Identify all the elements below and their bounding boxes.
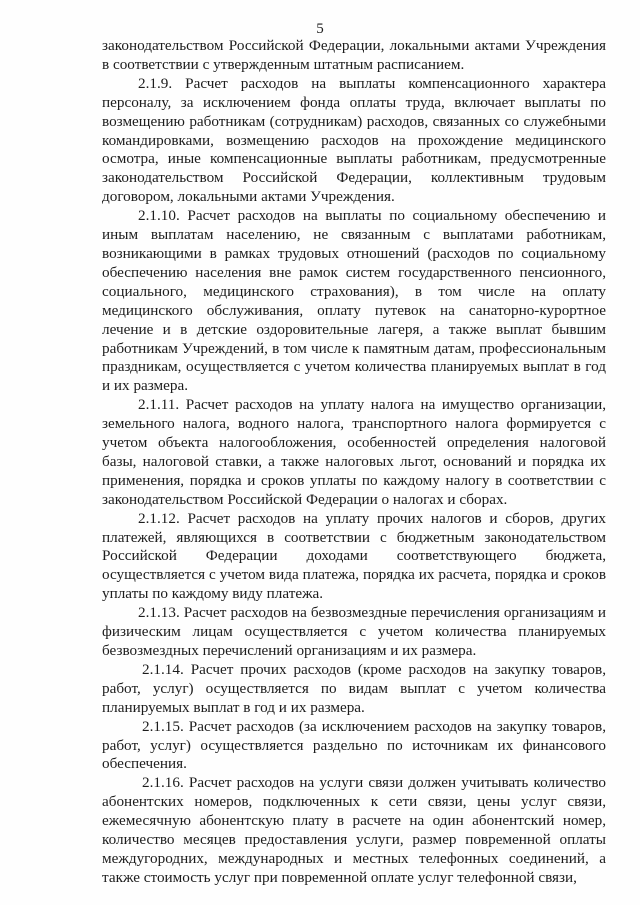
paragraph-2-1-10: 2.1.10. Расчет расходов на выплаты по социальному обеспечению и иным выплатам населению, не связанным с выплатами работникам, возникающими в рамках трудовых отношений (расходов по социальному обеспечению населения вне рамок систем государственного пенсионного, социального, медицинского страхования), в том числе на оплату медицинского обслуживания, оплату путевок на санаторно-курортное лечение и в детские оздоровительные лагеря, а также выплат бывшим работникам Учреждений, в том числе к памятным датам, профессиональным праздникам, осуществляется с учетом количества планируемых выплат в год и их размера. <box>102 207 606 395</box>
paragraph-2-1-13: 2.1.13. Расчет расходов на безвозмездные перечисления организациям и физическим лицам осуществляется с учетом количества планируемых безвозмездных перечислений организациям и их размера. <box>102 604 606 659</box>
paragraph-2-1-14: 2.1.14. Расчет прочих расходов (кроме расходов на закупку товаров, работ, услуг) осуществляется по видам выплат с учетом количества планируемых выплат в год и их размера. <box>102 660 606 716</box>
paragraph-2-1-12: 2.1.12. Расчет расходов на уплату прочих налогов и сборов, других платежей, являющихся в соответствии с бюджетным законодательством Российской Федерации доходами соответствующего бюджета, осуществляется с учетом вида платежа, порядка их расчета, порядка и сроков уплаты по каждому виду платежа. <box>102 509 606 603</box>
paragraph-2-1-9: 2.1.9. Расчет расходов на выплаты компенсационного характера персоналу, за исключением фонда оплаты труда, включает выплаты по возмещению работникам (сотрудникам) расходов, связанных со служебными командировками, возмещению расходов на прохождение медицинского осмотра, иные компенсационные выплаты работникам, предусмотренные законодательством Российской Федерации, коллективным трудовым договором, локальными актами Учреждения. <box>102 74 606 206</box>
paragraph-2-1-15: 2.1.15. Расчет расходов (за исключением расходов на закупку товаров, работ, услуг) осуществляется раздельно по источникам их финансового обеспечения. <box>102 717 606 773</box>
document-body <box>102 37 606 888</box>
paragraph-2-1-16: 2.1.16. Расчет расходов на услуги связи должен учитывать количество абонентских номеров, подключенных к сети связи, цены услуг связи, ежемесячную абонентскую плату в расчете на один абонентский номер, количество месяцев предоставления услуги, размер повременной оплаты междугородних, международных и местных телефонных соединений, а также стоимость услуг при повременной оплате услуг телефонной связи, <box>102 774 606 886</box>
paragraph-continuation: законодательством Российской Федерации, локальными актами Учреждения в соответствии с утвержденным штатным расписанием. <box>102 37 606 73</box>
paragraph-2-1-11: 2.1.11. Расчет расходов на уплату налога на имущество организации, земельного налога, водного налога, транспортного налога формируется с учетом объекта налогообложения, особенностей определения налоговой базы, налоговой ставки, а также налоговых льгот, оснований и порядка их применения, порядка и сроков уплаты по каждому налогу в соответствии с законодательством Российской Федерации о налогах и сборах. <box>102 396 606 508</box>
page-number: 5 <box>316 21 324 37</box>
